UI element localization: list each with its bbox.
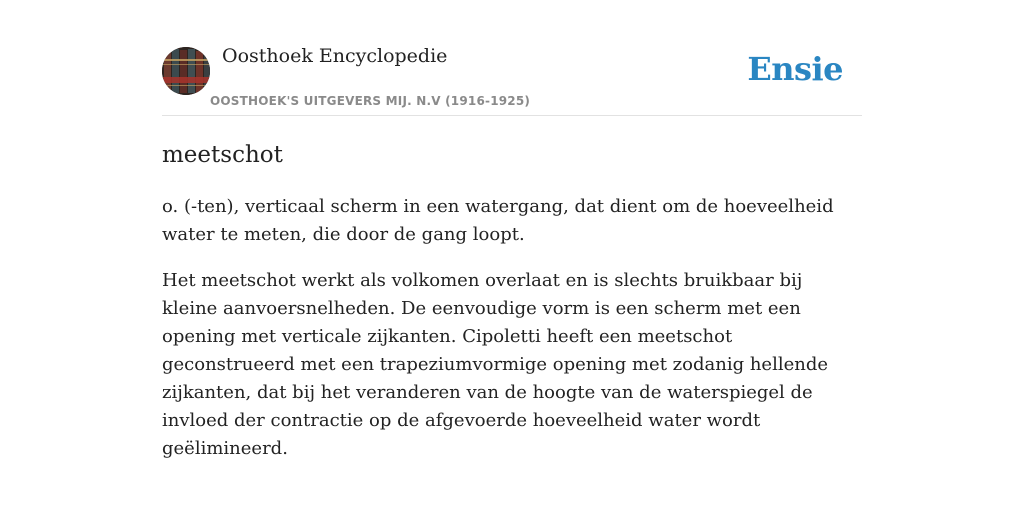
book-spines-icon [162, 47, 210, 95]
source-publisher: OOSTHOEK'S UITGEVERS MIJ. N.V (1916-1925) [210, 94, 531, 108]
source-avatar[interactable] [162, 47, 210, 95]
entry-term: meetschot [162, 142, 283, 168]
entry-definition: o. (-ten), verticaal scherm in een watergang, dat dient om de hoeveelheid water te meten, die door de gang loopt. [162, 196, 834, 245]
brand-logo[interactable]: Ensie [747, 50, 843, 88]
source-title[interactable]: Oosthoek Encyclopedie [222, 45, 448, 67]
article-container [162, 0, 862, 463]
entry-description: Het meetschot werkt als volkomen overlaat en is slechts bruikbaar bij kleine aanvoersnelheden. De eenvoudige vorm is een scherm met een opening met verticale zijkanten. Cipoletti heeft een meetschot geconstrueerd met een trapeziumvormige opening met zodanig hellende zijkanten, dat bij het veranderen van de hoogte van de waterspiegel de invloed der contractie op de afgevoerde hoeveelheid water wordt geëlimineerd. [162, 270, 828, 459]
source-header [162, 0, 862, 116]
